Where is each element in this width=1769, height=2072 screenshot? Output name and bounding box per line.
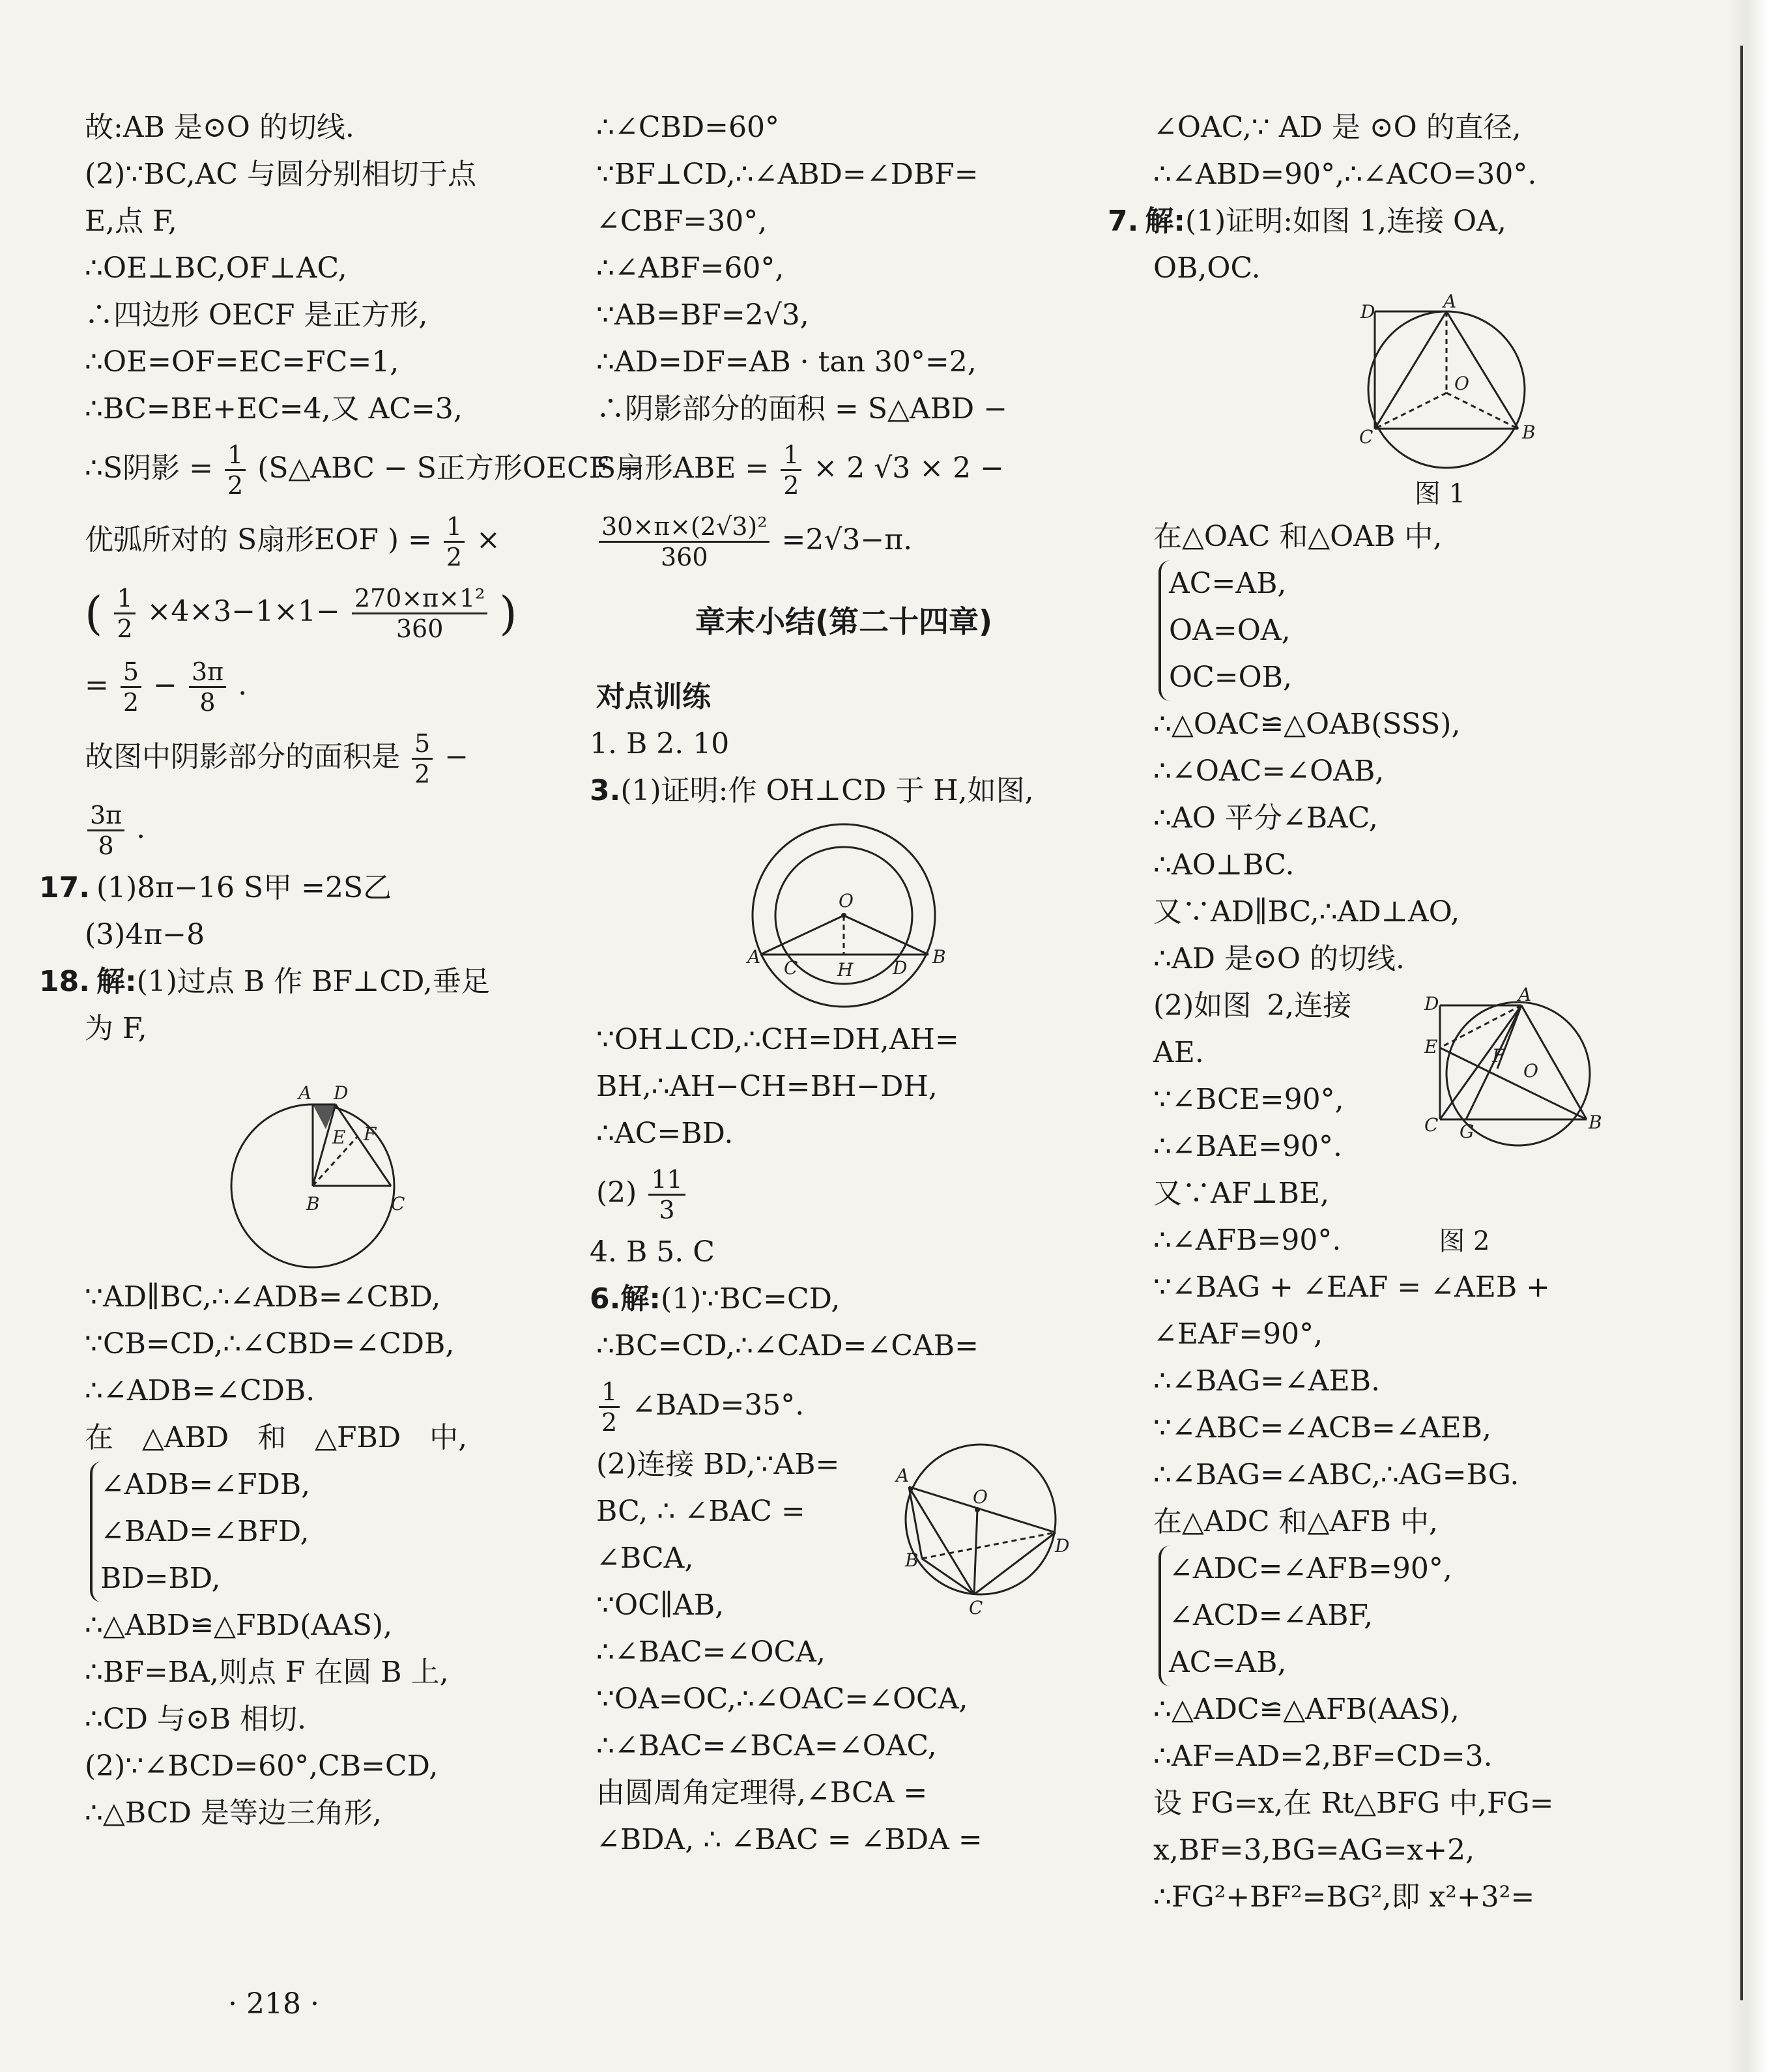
text-line: AE. [1153,1036,1204,1069]
formula-text: =2√3−π. [781,523,913,556]
formula-text: S扇形ABE = [596,452,769,485]
text-line: 在△OAC 和△OAB 中, [1153,520,1443,553]
denominator: 2 [227,471,244,500]
binding-line [1740,46,1743,2000]
text-line: ∠BAD=∠BFD, [100,1514,309,1548]
text-line: (2)∵∠BCD=60°,CB=CD, [85,1749,439,1783]
text-line: ∵BF⊥CD,∴∠ABD=∠DBF= [596,158,979,191]
numerator: 3π [87,801,124,831]
fraction [781,440,801,500]
denominator: 8 [199,687,216,717]
figure-18-circle-diagram [195,1059,430,1267]
figure-1-caption: 图 1 [1414,479,1466,509]
text-line: AC=AB, [1169,567,1287,600]
label-o: O [973,1486,988,1508]
column-2 [590,104,1091,1863]
segment-eb [1440,1048,1587,1119]
text-line: ∠ADC=∠AFB=90°, [1169,1552,1452,1585]
label-h: H [837,959,854,981]
text-line: ∴FG²+BF²=BG²,即 x²+3²= [1153,1880,1535,1914]
label-a: A [896,1465,910,1486]
text-line: ∴四边形 OECF 是正方形, [85,298,428,332]
text-line: 为 F, [85,1011,147,1045]
label-c: C [1424,1114,1439,1136]
numerator: 5 [121,657,141,688]
fraction [599,1377,620,1437]
label-c: C [391,1192,405,1215]
text-line: OA=OA, [1169,614,1291,647]
text-line: ∵∠BCE=90°, [1153,1083,1344,1116]
text-line: (2)∵BC,AC 与圆分别相切于点 [85,158,476,191]
text-line [1153,1217,1727,1264]
formula-text: − [444,740,469,773]
question-18 [39,958,541,1005]
fraction [121,657,141,717]
formula-text: 故图中阴影部分的面积是 [85,740,400,773]
answer-text: (1)∵BC=CD, [660,1282,841,1316]
fraction [648,1165,685,1224]
formula-line [85,576,541,650]
column-3 [1108,104,1727,1921]
equation-system [1158,560,1727,701]
formula-text: × [476,523,500,556]
label-b: B [1522,422,1536,443]
text-line: ∠BDA, ∴ ∠BAC = ∠BDA = [596,1823,983,1856]
text-line: ∠CBF=30°, [596,205,768,238]
q6-part2-block [596,1441,1091,1629]
q7-part2-block [1153,983,1727,1264]
text-line: ∴∠ABD=90°,∴∠ACO=30°. [1153,158,1537,191]
text-line: ∵OC∥AB, [596,1589,725,1622]
text-line: 又∵AD∥BC,∴AD⊥AO, [1153,895,1460,928]
fraction [189,657,226,717]
text-line: 故:AB 是⊙O 的切线. [85,111,354,144]
segment-oa [760,915,844,955]
label-o: O [1454,373,1469,394]
text-line: ∵AB=BF=2√3, [596,298,809,332]
answer-text: (1)过点 B 作 BF⊥CD,垂足 [136,964,490,998]
label-d: D [1360,301,1375,323]
numerator: 30×π×(2√3)² [599,512,769,543]
numerator: 5 [412,729,433,760]
text-line: ∵AD∥BC,∴∠ADB=∠CBD, [85,1280,441,1314]
numerator: 1 [114,584,135,614]
text-line: ∴∠CBD=60° [596,111,779,144]
formula-text: 优弧所对的 S扇形EOF ) = [85,523,432,556]
formula-line [85,721,541,793]
label-c: C [1359,426,1373,448]
label-g: G [1460,1121,1474,1142]
formula-line [596,1370,1091,1441]
text-line: ∴∠BAE=90°. [1153,1130,1342,1163]
chapter-summary-title: 章末小结(第二十四章) [695,604,993,639]
text-line: ∴∠BAG=∠ABC,∴AG=BG. [1153,1458,1519,1491]
answer-text: ∴∠AFB=90°. [1153,1224,1342,1257]
text-line: ∴∠ADB=∠CDB. [85,1374,315,1407]
question-number: 3. [590,774,621,807]
numerator: 270×π×1² [352,584,488,614]
text-line: OB,OC. [1153,252,1261,285]
numerator: 1 [444,512,465,543]
center-point [841,913,846,918]
fraction [87,801,124,860]
figure-2-circle-diagram [1414,984,1603,1152]
text-line: 在△ADC 和△AFB 中, [1153,1505,1438,1538]
text-line: E,点 F, [85,205,177,238]
formula-line [596,433,1091,504]
label-c: C [969,1597,983,1619]
text-line: x,BF=3,BG=AG=x+2, [1153,1834,1475,1867]
denominator: 2 [414,759,431,788]
denominator: 2 [601,1408,618,1437]
label-a: A [747,946,761,968]
text-line: ∴AD 是⊙O 的切线. [1153,942,1405,975]
text-line: ∴AO⊥BC. [1153,848,1295,882]
text-line: OC=OB, [1169,661,1292,694]
answer-text: (1)8π−16 S甲 =2S乙 [96,871,392,904]
figure-1-circle-diagram [1336,291,1544,468]
page-number: · 218 · [228,1987,319,2021]
formula-line [596,504,1091,576]
formula-line [596,1157,1091,1229]
text-line: ∠BCA, [596,1542,694,1575]
question-number: 7. [1108,205,1139,238]
label-a: A [1518,984,1532,1005]
text-line: ∴∠ABF=60°, [596,252,784,285]
text-line: (3)4π−8 [85,917,205,951]
text-line: ∴BC=BE+EC=4,又 AC=3, [85,392,463,425]
question-17 [39,865,541,912]
text-line: ∵OA=OC,∴∠OAC=∠OCA, [596,1682,968,1716]
text-line: ∵CB=CD,∴∠CBD=∠CDB, [85,1327,455,1360]
text-line: 设 FG=x,在 Rt△BFG 中,FG= [1153,1787,1554,1820]
section-heading: 对点训练 [596,680,711,713]
segment-bc [922,1559,974,1594]
solution-label: 解: [1145,205,1185,238]
numerator: 1 [781,440,801,471]
paren: ( [85,586,103,640]
label-e: E [332,1126,346,1148]
figure-3-concentric-circles [713,821,974,1010]
text-line: ∴∠BAG=∠AEB. [1153,1364,1381,1398]
denominator: 2 [446,543,463,571]
text-line: ∠ACD=∠ABF, [1169,1599,1373,1632]
text-line: ∴阴影部分的面积 = S△ABD − [596,392,1008,425]
figure-6-circle-diagram [896,1441,1070,1619]
formula-line [85,433,642,504]
text-line: ∴△BCD 是等边三角形, [85,1796,382,1830]
fraction [412,729,433,788]
formula-text: (2) [596,1176,637,1209]
segment-oc [974,1510,977,1594]
formula-text: − [153,668,177,702]
question-number: 18. [39,964,90,998]
segment-ac [1440,1005,1521,1119]
denominator: 2 [122,687,139,717]
question-6 [590,1276,1091,1323]
text-line: ∠ADB=∠FDB, [100,1467,311,1501]
text-line: 又∵AF⊥BE, [1153,1177,1330,1210]
fraction [599,512,769,571]
text-line: ∠EAF=90°, [1153,1317,1323,1351]
text-line: ∴AO 平分∠BAC, [1153,801,1378,835]
paren: ) [499,586,517,640]
answer-line: 1. B 2. 10 [590,727,730,760]
text-line: BH,∴AH−CH=BH−DH, [596,1070,938,1103]
solution-label: 解: [620,1282,661,1316]
text-line: 在 △ABD 和 △FBD 中, [85,1420,468,1454]
text-line: BC, ∴ ∠BAC = [596,1495,805,1528]
equation-system [90,1461,541,1602]
text-line: ∴OE=OF=EC=FC=1, [85,345,399,379]
label-c: C [784,957,798,979]
label-d: D [334,1082,349,1104]
text-line: ∴AC=BD. [596,1117,734,1150]
answer-text: (1)证明:作 OH⊥CD 于 H,如图, [620,774,1034,807]
text-line: ∴∠BAC=∠OCA, [596,1635,826,1669]
numerator: 1 [225,440,246,471]
denominator: 360 [396,614,444,643]
answer-line: 4. B 5. C [590,1235,715,1269]
text-line: ∴OE⊥BC,OF⊥AC, [85,252,347,285]
text-line: BD=BD, [100,1561,221,1595]
text-line: ∵OH⊥CD,∴CH=DH,AH= [596,1023,959,1056]
fraction [225,440,246,500]
formula-text: ∠BAD=35°. [631,1389,805,1422]
text-line: ∴∠BAC=∠BCA=∠OAC, [596,1729,937,1763]
text-line: ∴△OAC≌△OAB(SSS), [1153,708,1461,741]
label-o: O [1523,1060,1538,1082]
label-b: B [306,1192,320,1215]
text-line: ∴∠OAC=∠OAB, [1153,755,1385,788]
denominator: 8 [98,831,114,860]
text-line: AC=AB, [1169,1646,1287,1679]
question-3 [590,768,1091,814]
formula-text: ∴S阴影 = [85,452,213,485]
label-b: B [1589,1112,1602,1133]
page-binding-edge [1730,0,1769,2072]
text-line: ∴△ABD≌△FBD(AAS), [85,1608,393,1642]
text-line: ∴BF=BA,则点 F 在圆 B 上, [85,1655,449,1689]
formula-line [85,793,541,865]
label-d: D [1055,1535,1070,1557]
text-line: ∴△ADC≌△AFB(AAS), [1153,1693,1460,1726]
formula-line [85,650,541,721]
denominator: 2 [117,614,133,643]
segment-bd [922,1532,1056,1559]
text-line: ∴AD=DF=AB · tan 30°=2, [596,345,977,379]
denominator: 2 [783,471,799,500]
text-line: (2)连接 BD,∵AB= [596,1448,840,1481]
formula-text: ×4×3−1×1− [147,595,340,628]
fraction [114,584,135,643]
figure-2-caption: 图 2 [1439,1226,1490,1256]
formula-line [85,504,541,576]
text-line: ∠OAC,∵ AD 是 ⊙O 的直径, [1153,111,1521,144]
text-line: ∴AF=AD=2,BF=CD=3. [1153,1740,1493,1773]
label-d: D [1424,993,1439,1014]
text-line: ∴BC=CD,∴∠CAD=∠CAB= [596,1329,979,1362]
numerator: 1 [599,1377,620,1408]
label-f: F [1492,1045,1505,1067]
text-line: 由圆周角定理得,∠BCA = [596,1776,928,1809]
denominator: 360 [660,543,708,571]
label-o: O [839,890,854,912]
fraction [444,512,465,571]
equation-system [1158,1546,1727,1686]
center-point [975,1507,980,1512]
label-b: B [905,1549,919,1571]
segment-ob [844,915,928,955]
numerator: 11 [648,1165,685,1196]
numerator: 3π [189,657,226,688]
question-7 [1108,198,1727,245]
label-a: A [1443,291,1457,312]
denominator: 3 [659,1196,675,1224]
fraction [352,584,488,643]
formula-text: (S△ABC − S正方形OECF − [257,452,642,485]
text-line: (2)如图 2,连接 [1153,989,1352,1022]
text-line: ∴CD 与⊙B 相切. [85,1702,307,1736]
formula-text: = [85,668,109,702]
text-line: ∵∠BAG + ∠EAF = ∠AEB + [1153,1271,1551,1304]
question-number: 6. [590,1282,621,1316]
label-a: A [298,1082,312,1104]
label-e: E [1424,1036,1438,1058]
label-b: B [932,946,946,968]
solution-label: 解: [96,964,137,998]
question-number: 17. [39,871,90,904]
answer-text: (1)证明:如图 1,连接 OA, [1185,205,1506,238]
formula-text: . [238,668,248,702]
formula-text: . [136,811,146,845]
formula-text: × 2 √3 × 2 − [813,452,1004,485]
label-f: F [364,1123,377,1145]
label-d: D [893,957,908,979]
column-1 [39,104,642,1837]
text-line: ∵∠ABC=∠ACB=∠AEB, [1153,1411,1491,1445]
